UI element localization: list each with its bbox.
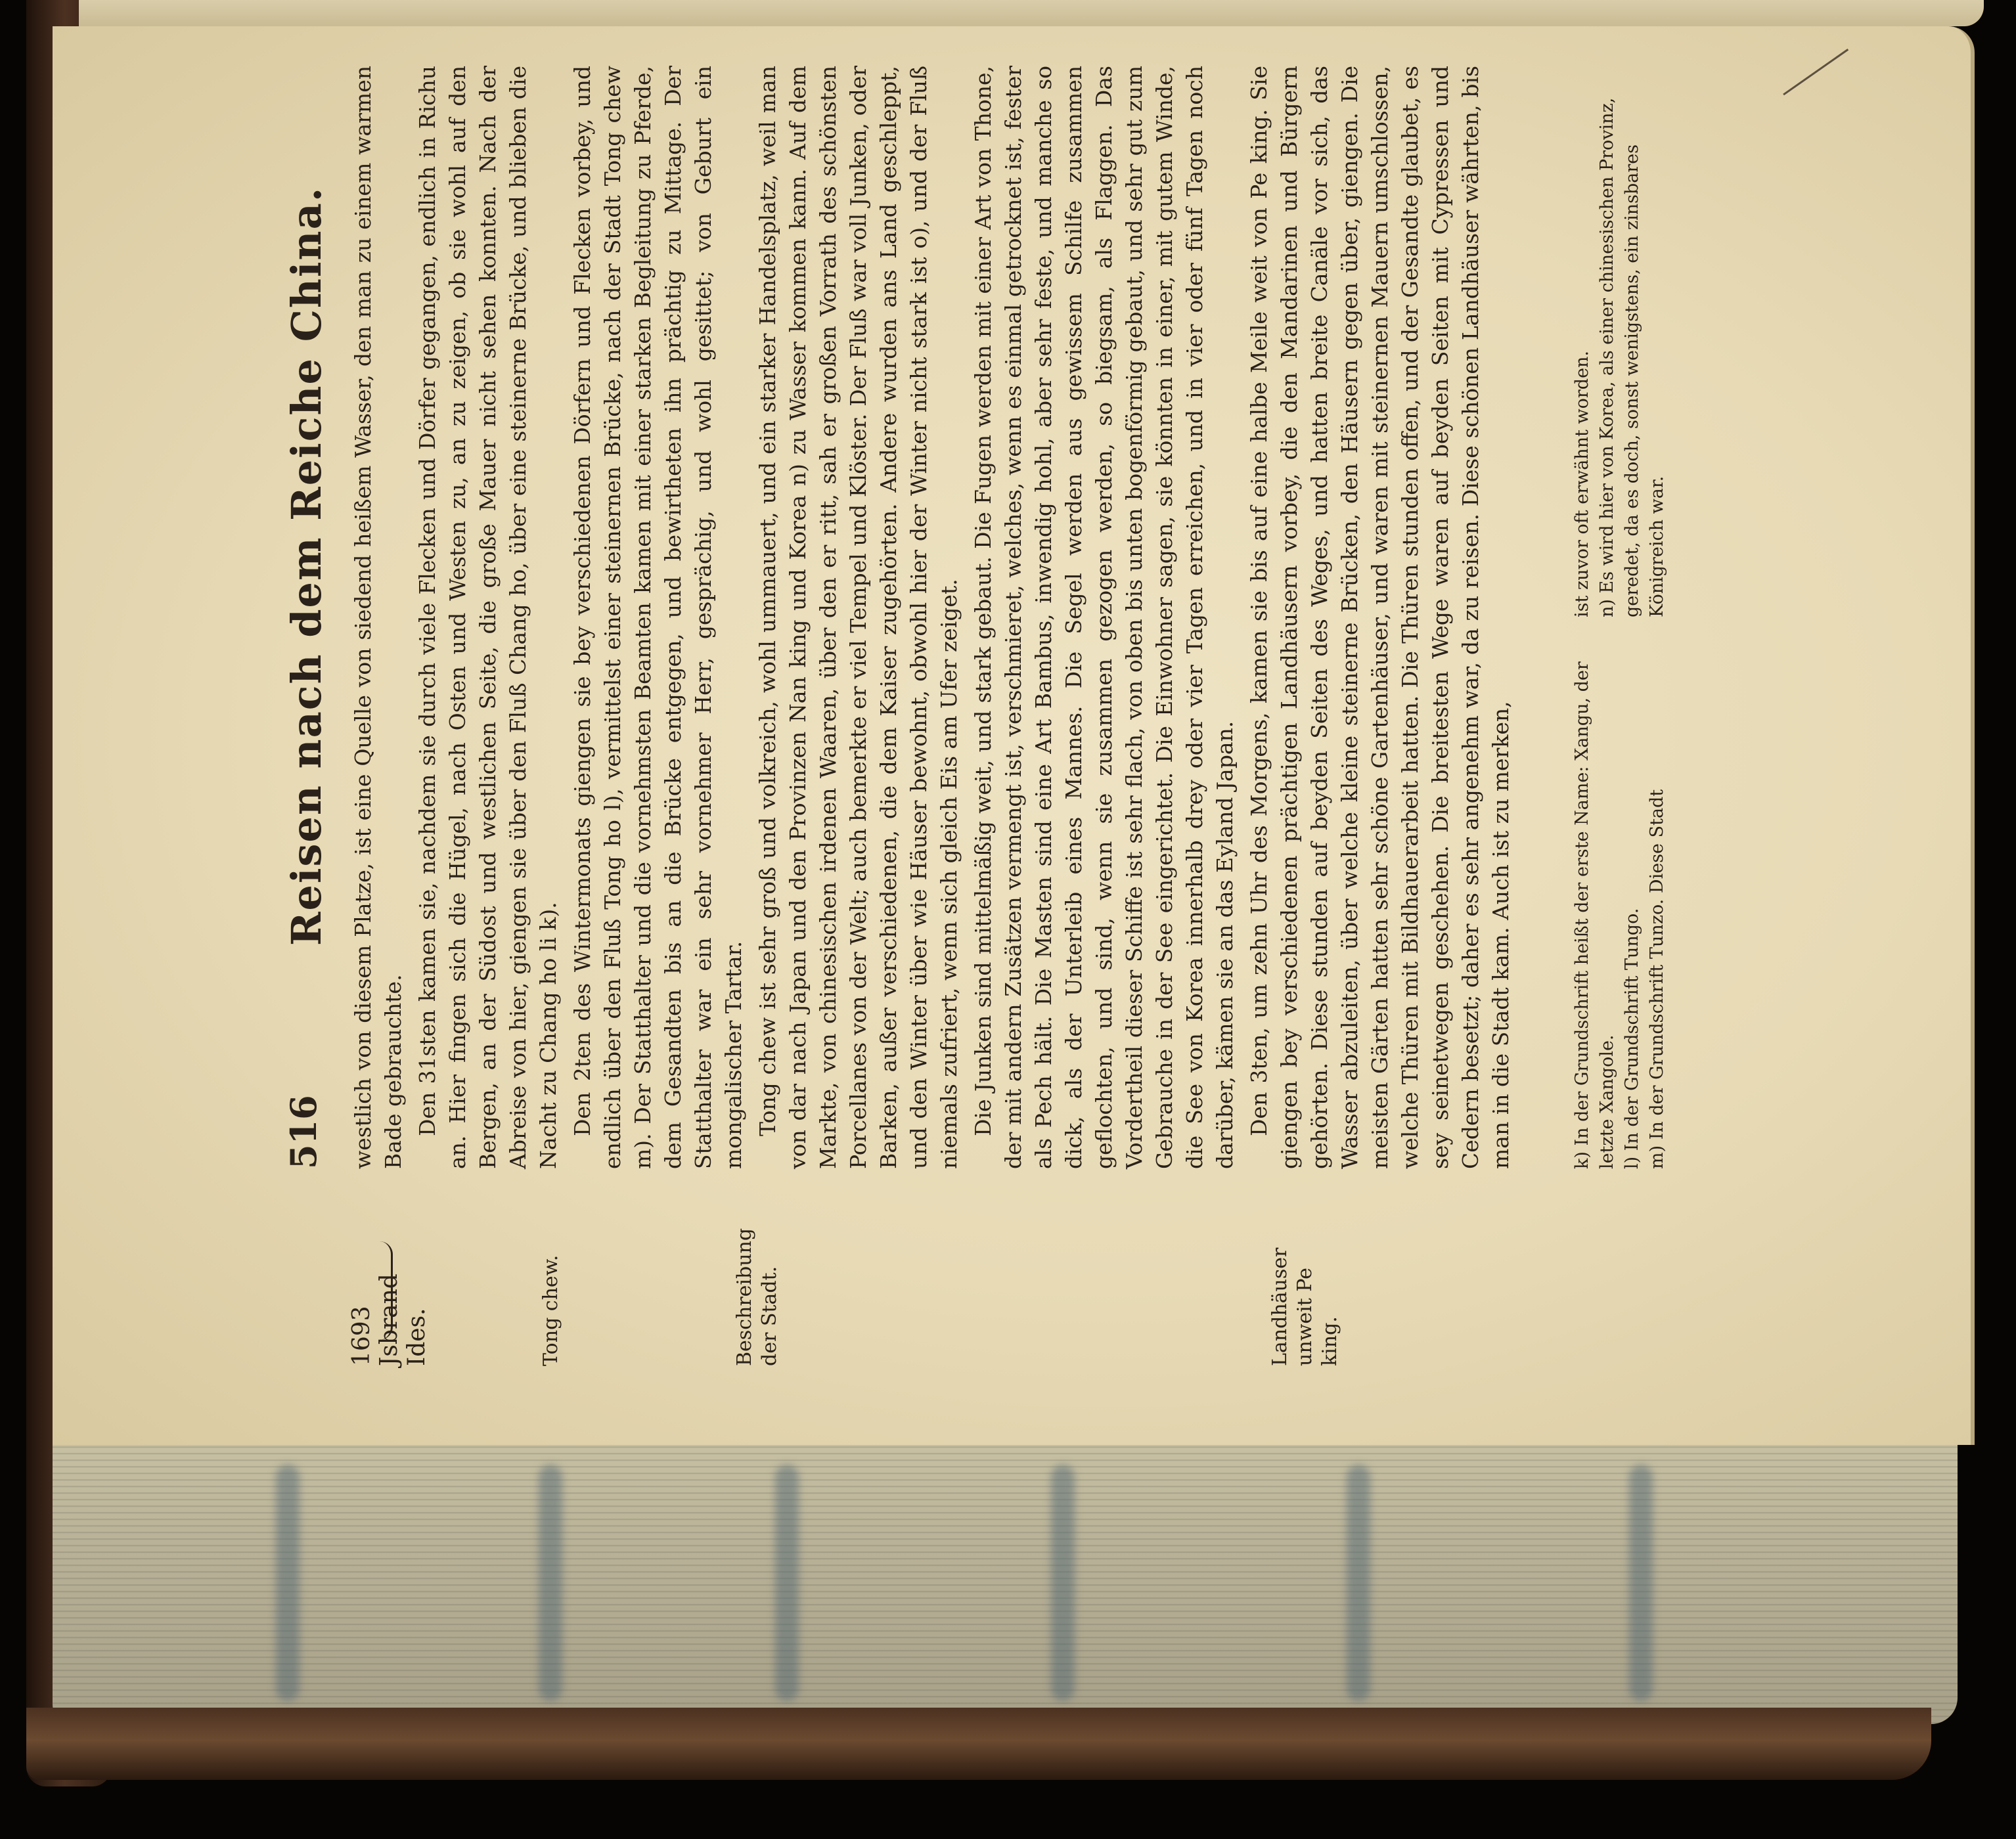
paragraph: westlich von diesem Platze, ist eine Quelle von siedend heißem Wasser, den man zu einem warmen Bade gebrauchte. xyxy=(350,66,406,1169)
edge-stain xyxy=(1051,1465,1075,1701)
margin-note-beschreibung-1: Beschreibung xyxy=(733,1228,756,1366)
footnotes-right xyxy=(1570,66,1670,617)
margin-author-2: Ides. xyxy=(403,1308,430,1366)
rotated-page-content xyxy=(263,53,1971,1366)
edge-stain xyxy=(1347,1465,1370,1701)
upper-page-edge xyxy=(79,0,1984,26)
running-head: Reisen nach dem Reiche China. xyxy=(282,186,330,946)
margin-note-tongchew: Tong chew. xyxy=(539,1254,562,1366)
paragraph: Den 31sten kamen sie, nachdem sie durch viele Flecken und Dörfer gegangen, endlich in Richu an. Hier fingen sich die Hügel, nach Osten und Westen zu, an zu zeigen, ob sie wohl auf den Bergen, an der Südost und westlichen Seite, die große Mauer nicht sehen konnten. Nach der Abreise von hier, giengen sie über den Fluß Chang ho, über eine steinerne Brücke, und blieben die Nacht zu Chang ho li k). xyxy=(414,66,561,1169)
paragraph: Den 2ten des Wintermonats giengen sie bey verschiedenen Dörfern und Flecken vorbey, und endlich über den Fluß Tong ho l), vermittelst einer steinernen Brücke, nach der Stadt Tong chew m). Der Statthalter und die vornehmsten Beamten kamen mit einer starken Begleitung zu Pferde, dem Gesandten bis an die Brücke entgegen, und bewirtheten ihn prächtig zu Mittage. Der Statthalter war ein sehr vornehmer Herr, gesprächig, und wohl gesittet; von Geburt ein mongalischer Tartar. xyxy=(570,66,746,1169)
footnotes xyxy=(1570,66,1670,1169)
page-number: 516 xyxy=(282,1095,325,1169)
margin-note-landhaeuser-2: unweit Pe xyxy=(1293,1268,1316,1366)
edge-stain xyxy=(1629,1465,1653,1701)
margin-note-beschreibung-2: der Stadt. xyxy=(758,1266,781,1366)
margin-note-landhaeuser-3: king. xyxy=(1318,1316,1341,1366)
footnotes-left xyxy=(1570,617,1670,1169)
margin-author-1: Jsbrand xyxy=(376,1274,403,1366)
margin-note-landhaeuser-1: Landhäuser xyxy=(1268,1247,1291,1366)
page-fore-edge xyxy=(53,1435,1958,1724)
margin-note-beschreibung xyxy=(732,1208,782,1366)
margin-note-landhaeuser xyxy=(1268,1208,1343,1366)
footnote-m-continued: ist zuvor oft erwähnt worden. xyxy=(1572,350,1592,617)
paragraph: Tong chew ist sehr groß und volkreich, wohl ummauert, und ein starker Handelsplatz, weil man von dar nach Japan und den Provinzen Nan king und Korea n) zu Wasser kommen kann. Auf dem Markte, von chinesischen irdenen Waaren, über den er ritt, sah er großen Vorrath des schönsten Porcellanes von der Welt; auch bemerkte er viel Tempel und Klöster. Der Fluß war voll Junken, oder Barken, außer verschiedenen, die dem Kaiser zugehörten. Andere wurden ans Land geschleppt, und den Winter über wie Häuser bewohnt, obwohl hier der Winter nicht stark ist o), und der Fluß niemals zufriert, wenn sich gleich Eis am Ufer zeiget. xyxy=(755,66,962,1169)
book-binding-bottom xyxy=(26,1708,1931,1780)
edge-stain xyxy=(276,1465,300,1701)
edge-stain xyxy=(775,1465,799,1701)
margin-brace xyxy=(378,1241,393,1340)
footnote-l: l) In der Grundschrift Tungo. xyxy=(1622,908,1642,1169)
body-text xyxy=(348,66,1520,1169)
footnote-n: n) Es wird hier von Korea, als einer chinesischen Provinz, geredet, da es doch, sonst wenigstens, ein zinsbares Königreich war. xyxy=(1597,97,1667,617)
paragraph: Die Junken sind mittelmäßig weit, und stark gebaut. Die Fugen werden mit einer Art von Thone, der mit andern Zusätzen vermengt ist, verschmieret, welches, wenn es einmal getrocknet ist, fester als Pech hält. Die Masten sind eine Art Bambus, inwendig hohl, aber sehr feste, und manche so dick, als der Unterleib eines Mannes. Die Segel werden aus gewissem Schilfe zusammen geflochten, und sind, wenn sie zusammen gezogen werden, so biegsam, als Flaggen. Das Vordertheil dieser Schiffe ist sehr flach, von oben bis unten bogenförmig gebaut, und sehr gut zum Gebrauche in der See eingerichtet. Die Einwohner sagen, sie könnten in einer, mit gutem Winde, die See von Korea innerhalb drey oder vier Tagen erreichen, und in vier oder fünf Tagen noch darüber, kämen sie an das Eyland Japan. xyxy=(970,66,1238,1169)
footnote-m: m) In der Grundschrift Tunzo. Diese Stadt xyxy=(1647,789,1667,1169)
margin-year-text: 1693 xyxy=(348,1306,375,1366)
paragraph: Den 3ten, um zehn Uhr des Morgens, kamen sie bis auf eine halbe Meile weit von Pe king. Sie giengen bey verschiedenen prächtigen Landhäusern vorbey, die den Mandarinen und Bürgern gehörten. Diese stunden auf beyden Seiten des Weges, und hatten breite Canäle vor sich, das Wasser abzuleiten, über welche kleine steinerne Brücken, den Häusern gegen über, giengen. Die meisten Gärten hatten sehr schöne Gartenhäuser, und waren mit steinernen Mauern umschlossen, welche Thüren mit Bildhauerarbeit hatten. Die Thüren stunden offen, und der Gesandte glaubet, es sey seinetwegen geschehen. Die breitesten Wege waren auf beyden Seiten mit Cypressen und Cedern besetzt; daher es sehr angenehm war, da zu reisen. Diese schönen Landhäuser währten, bis man in die Stadt kam. Auch ist zu merken, xyxy=(1246,66,1513,1169)
edge-stain xyxy=(539,1465,562,1701)
footnote-k: k) In der Grundschrift heißt der erste Name: Xangu, der letzte Xangole. xyxy=(1572,661,1617,1169)
